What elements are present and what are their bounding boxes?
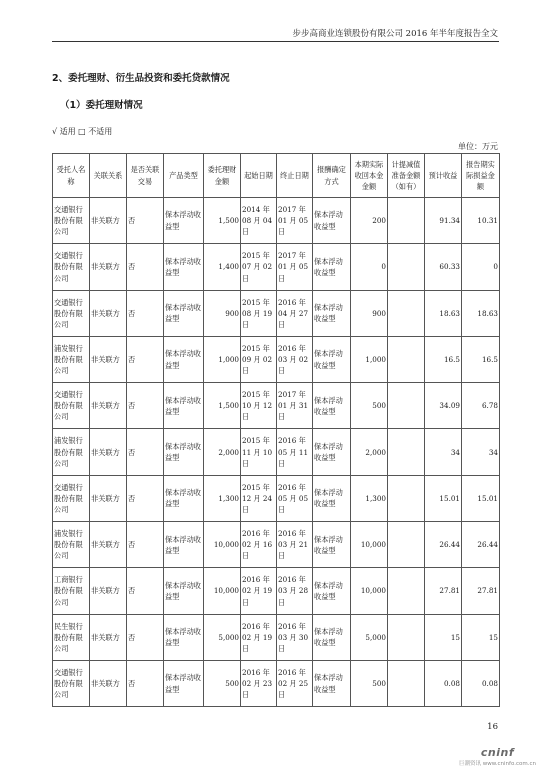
end-date-cell: 2016 年 03 月 28 日 [277, 568, 313, 614]
trustee-cell: 浦发银行股份有限公司 [53, 429, 90, 475]
cninfo-watermark-logo [459, 746, 536, 767]
column-header-trustee: 受托人名称 [53, 154, 90, 198]
reward-method-cell: 保本浮动收益型 [313, 198, 351, 244]
impairment-cell [388, 660, 425, 706]
actual-gain-loss-cell: 27.81 [462, 568, 500, 614]
end-date-cell: 2016 年 05 月 05 日 [277, 475, 313, 521]
trustee-cell: 浦发银行股份有限公司 [53, 522, 90, 568]
start-date-cell: 2015 年 07 月 02 日 [241, 244, 277, 290]
principal-recovered-cell: 1,000 [351, 336, 388, 382]
relation-cell: 非关联方 [90, 660, 127, 706]
amount-cell: 1,500 [204, 198, 241, 244]
product-type-cell: 保本浮动收益型 [164, 660, 204, 706]
related-transaction-cell: 否 [127, 429, 164, 475]
subsection-title: （1）委托理财情况 [60, 100, 143, 111]
principal-recovered-cell: 500 [351, 660, 388, 706]
start-date-cell: 2015 年 08 月 19 日 [241, 290, 277, 336]
product-type-cell: 保本浮动收益型 [164, 429, 204, 475]
table-row [53, 383, 500, 429]
column-header-relation: 关联关系 [90, 154, 127, 198]
actual-gain-loss-cell: 26.44 [462, 522, 500, 568]
impairment-cell [388, 383, 425, 429]
table-row [53, 614, 500, 660]
table-row [53, 336, 500, 382]
impairment-cell [388, 244, 425, 290]
relation-cell: 非关联方 [90, 522, 127, 568]
product-type-cell: 保本浮动收益型 [164, 198, 204, 244]
actual-gain-loss-cell: 10.31 [462, 198, 500, 244]
reward-method-cell: 保本浮动收益型 [313, 290, 351, 336]
start-date-cell: 2015 年 09 月 02 日 [241, 336, 277, 382]
start-date-cell: 2016 年 02 月 19 日 [241, 568, 277, 614]
related-transaction-cell: 否 [127, 336, 164, 382]
impairment-cell [388, 614, 425, 660]
actual-gain-loss-cell: 15.01 [462, 475, 500, 521]
expected-return-cell: 26.44 [425, 522, 462, 568]
principal-recovered-cell: 1,300 [351, 475, 388, 521]
column-header-principal-recovered: 本期实际收回本金金额 [351, 154, 388, 198]
reward-method-cell: 保本浮动收益型 [313, 336, 351, 382]
relation-cell: 非关联方 [90, 336, 127, 382]
related-transaction-cell: 否 [127, 614, 164, 660]
end-date-cell: 2016 年 03 月 02 日 [277, 336, 313, 382]
start-date-cell: 2014 年 08 月 04 日 [241, 198, 277, 244]
expected-return-cell: 0.08 [425, 660, 462, 706]
end-date-cell: 2016 年 04 月 27 日 [277, 290, 313, 336]
end-date-cell: 2017 年 01 月 05 日 [277, 244, 313, 290]
trustee-cell: 交通银行股份有限公司 [53, 290, 90, 336]
trustee-cell: 浦发银行股份有限公司 [53, 336, 90, 382]
table-row [53, 290, 500, 336]
applicability-line: √ 适用 □ 不适用 [52, 127, 113, 136]
end-date-cell: 2017 年 01 月 05 日 [277, 198, 313, 244]
expected-return-cell: 34.09 [425, 383, 462, 429]
principal-recovered-cell: 10,000 [351, 568, 388, 614]
relation-cell: 非关联方 [90, 290, 127, 336]
actual-gain-loss-cell: 18.63 [462, 290, 500, 336]
principal-recovered-cell: 900 [351, 290, 388, 336]
actual-gain-loss-cell: 6.78 [462, 383, 500, 429]
product-type-cell: 保本浮动收益型 [164, 336, 204, 382]
table-row [53, 429, 500, 475]
impairment-cell [388, 198, 425, 244]
amount-cell: 1,500 [204, 383, 241, 429]
watermark-subtext: 巨潮资讯 www.cninfo.com.cn [459, 761, 536, 767]
relation-cell: 非关联方 [90, 383, 127, 429]
watermark-logo-text: cninf [480, 746, 515, 759]
relation-cell: 非关联方 [90, 244, 127, 290]
principal-recovered-cell: 2,000 [351, 429, 388, 475]
related-transaction-cell: 否 [127, 568, 164, 614]
page-number: 16 [487, 722, 498, 732]
related-transaction-cell: 否 [127, 244, 164, 290]
actual-gain-loss-cell: 16.5 [462, 336, 500, 382]
expected-return-cell: 60.33 [425, 244, 462, 290]
reward-method-cell: 保本浮动收益型 [313, 614, 351, 660]
table-row [53, 568, 500, 614]
trustee-cell: 民生银行股份有限公司 [53, 614, 90, 660]
related-transaction-cell: 否 [127, 290, 164, 336]
expected-return-cell: 27.81 [425, 568, 462, 614]
actual-gain-loss-cell: 15 [462, 614, 500, 660]
running-header-title: 步步高商业连锁股份有限公司 2016 年半年度报告全文 [292, 29, 498, 39]
trustee-cell: 交通银行股份有限公司 [53, 198, 90, 244]
amount-cell: 1,000 [204, 336, 241, 382]
related-transaction-cell: 否 [127, 383, 164, 429]
expected-return-cell: 15.01 [425, 475, 462, 521]
amount-cell: 1,400 [204, 244, 241, 290]
expected-return-cell: 18.63 [425, 290, 462, 336]
start-date-cell: 2015 年 11 月 10 日 [241, 429, 277, 475]
end-date-cell: 2016 年 03 月 21 日 [277, 522, 313, 568]
section-title: 2、委托理财、衍生品投资和委托贷款情况 [52, 73, 230, 84]
actual-gain-loss-cell: 34 [462, 429, 500, 475]
entrusted-wealth-management-table [52, 153, 500, 707]
product-type-cell: 保本浮动收益型 [164, 475, 204, 521]
expected-return-cell: 15 [425, 614, 462, 660]
reward-method-cell: 保本浮动收益型 [313, 429, 351, 475]
impairment-cell [388, 429, 425, 475]
start-date-cell: 2015 年 10 月 12 日 [241, 383, 277, 429]
relation-cell: 非关联方 [90, 475, 127, 521]
column-header-expected-return: 预计收益 [425, 154, 462, 198]
column-header-actual-gain-loss: 报告期实际损益金额 [462, 154, 500, 198]
column-header-start-date: 起始日期 [241, 154, 277, 198]
table-row [53, 198, 500, 244]
start-date-cell: 2016 年 02 月 16 日 [241, 522, 277, 568]
principal-recovered-cell: 0 [351, 244, 388, 290]
actual-gain-loss-cell: 0.08 [462, 660, 500, 706]
table-row [53, 475, 500, 521]
trustee-cell: 交通银行股份有限公司 [53, 383, 90, 429]
amount-cell: 10,000 [204, 522, 241, 568]
amount-cell: 2,000 [204, 429, 241, 475]
reward-method-cell: 保本浮动收益型 [313, 244, 351, 290]
amount-cell: 500 [204, 660, 241, 706]
start-date-cell: 2016 年 02 月 19 日 [241, 614, 277, 660]
impairment-cell [388, 336, 425, 382]
product-type-cell: 保本浮动收益型 [164, 522, 204, 568]
header-rule [52, 41, 499, 42]
principal-recovered-cell: 500 [351, 383, 388, 429]
table-body [53, 198, 500, 707]
unit-label: 单位：万元 [458, 142, 498, 151]
trustee-cell: 交通银行股份有限公司 [53, 660, 90, 706]
start-date-cell: 2015 年 12 月 24 日 [241, 475, 277, 521]
trustee-cell: 交通银行股份有限公司 [53, 244, 90, 290]
column-header-reward-method: 报酬确定方式 [313, 154, 351, 198]
product-type-cell: 保本浮动收益型 [164, 568, 204, 614]
related-transaction-cell: 否 [127, 198, 164, 244]
table-header-row [53, 154, 500, 198]
product-type-cell: 保本浮动收益型 [164, 244, 204, 290]
amount-cell: 1,300 [204, 475, 241, 521]
table-row [53, 660, 500, 706]
expected-return-cell: 34 [425, 429, 462, 475]
principal-recovered-cell: 5,000 [351, 614, 388, 660]
impairment-cell [388, 568, 425, 614]
column-header-related-transaction: 是否关联交易 [127, 154, 164, 198]
expected-return-cell: 91.34 [425, 198, 462, 244]
related-transaction-cell: 否 [127, 522, 164, 568]
amount-cell: 900 [204, 290, 241, 336]
product-type-cell: 保本浮动收益型 [164, 290, 204, 336]
column-header-end-date: 终止日期 [277, 154, 313, 198]
principal-recovered-cell: 200 [351, 198, 388, 244]
column-header-amount: 委托理财金额 [204, 154, 241, 198]
relation-cell: 非关联方 [90, 614, 127, 660]
relation-cell: 非关联方 [90, 568, 127, 614]
end-date-cell: 2016 年 02 月 25 日 [277, 660, 313, 706]
trustee-cell: 交通银行股份有限公司 [53, 475, 90, 521]
principal-recovered-cell: 10,000 [351, 522, 388, 568]
end-date-cell: 2016 年 05 月 11 日 [277, 429, 313, 475]
trustee-cell: 工商银行股份有限公司 [53, 568, 90, 614]
impairment-cell [388, 290, 425, 336]
impairment-cell [388, 522, 425, 568]
end-date-cell: 2017 年 01 月 31 日 [277, 383, 313, 429]
reward-method-cell: 保本浮动收益型 [313, 568, 351, 614]
relation-cell: 非关联方 [90, 198, 127, 244]
related-transaction-cell: 否 [127, 475, 164, 521]
reward-method-cell: 保本浮动收益型 [313, 475, 351, 521]
reward-method-cell: 保本浮动收益型 [313, 660, 351, 706]
end-date-cell: 2016 年 03 月 30 日 [277, 614, 313, 660]
reward-method-cell: 保本浮动收益型 [313, 383, 351, 429]
amount-cell: 5,000 [204, 614, 241, 660]
related-transaction-cell: 否 [127, 660, 164, 706]
product-type-cell: 保本浮动收益型 [164, 614, 204, 660]
product-type-cell: 保本浮动收益型 [164, 383, 204, 429]
expected-return-cell: 16.5 [425, 336, 462, 382]
actual-gain-loss-cell: 0 [462, 244, 500, 290]
reward-method-cell: 保本浮动收益型 [313, 522, 351, 568]
amount-cell: 10,000 [204, 568, 241, 614]
table-row [53, 244, 500, 290]
impairment-cell [388, 475, 425, 521]
relation-cell: 非关联方 [90, 429, 127, 475]
table-row [53, 522, 500, 568]
start-date-cell: 2016 年 02 月 23 日 [241, 660, 277, 706]
column-header-impairment: 计提减值准备金额（如有） [388, 154, 425, 198]
column-header-product-type: 产品类型 [164, 154, 204, 198]
